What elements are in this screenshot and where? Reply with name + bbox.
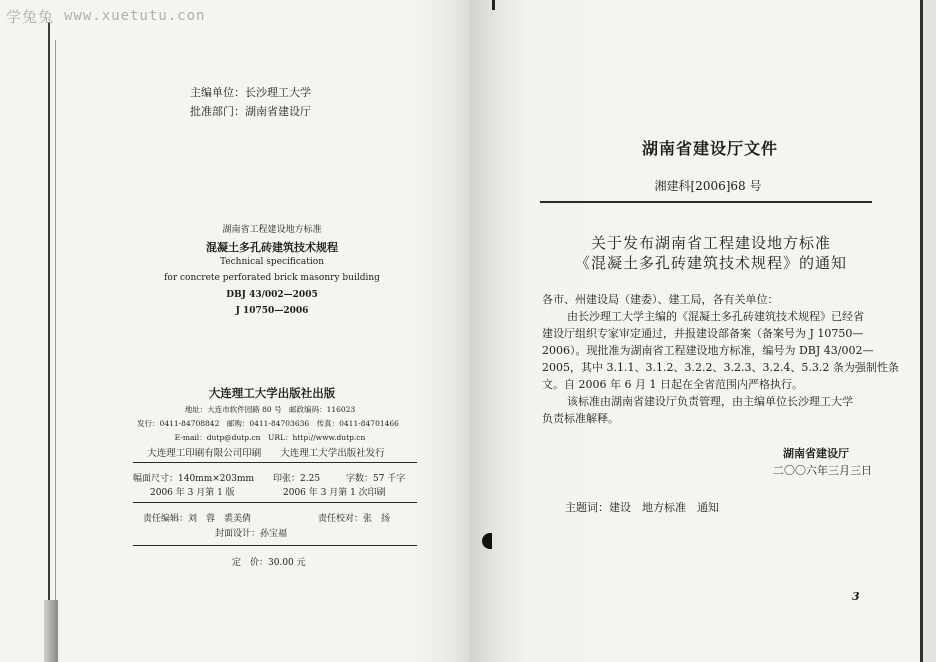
doc-number: 湘建科[2006]68 号 — [654, 179, 762, 193]
responsible-editor: 责任编辑：刘 蓉 裘美倩 — [143, 514, 252, 524]
publisher-web: E-mail：dutp@dutp.cn URL：http://www.dutp.cn — [174, 433, 366, 442]
scan-edge-right-margin — [923, 0, 936, 662]
format-size: 幅面尺寸：140mm×203mm — [133, 474, 255, 484]
word-count: 字数：57 千字 — [346, 474, 406, 484]
standard-title-en-1: Technical specification — [219, 257, 325, 267]
header-rule — [540, 201, 872, 203]
publisher-address: 地址：大连市软件园路 80 号 邮政编码：116023 — [184, 405, 356, 414]
body-line-1: 由长沙理工大学主编的《混凝土多孔砖建筑技术规程》已经省 — [567, 310, 864, 323]
publisher: 大连理工大学出版社出版 — [208, 386, 336, 400]
divider-2 — [133, 502, 417, 503]
binding-hole — [482, 533, 492, 549]
printing: 2006 年 3 月第 1 次印刷 — [283, 488, 386, 498]
body-line-5: 文。自 2006 年 6 月 1 日起在全省范围内严格执行。 — [542, 378, 803, 391]
keywords: 主题词：建设 地方标准 通知 — [565, 501, 719, 514]
standard-title-en-2: for concrete perforated brick masonry building — [164, 273, 380, 283]
scan-edge-left-bottom — [44, 600, 58, 662]
watermark-url: www.xuetutu.con — [64, 8, 206, 24]
page-number: 3 — [852, 590, 860, 603]
right-page — [470, 0, 936, 662]
watermark-brand: 学兔兔 — [6, 8, 55, 26]
divider-1 — [133, 462, 417, 463]
body-line-2: 建设厅组织专家审定通过，并报建设部备案（备案号为 J 10750— — [542, 327, 864, 340]
body-line-6: 该标准由湖南省建设厅负责管理，由主编单位长沙理工大学 — [567, 395, 853, 408]
divider-3 — [133, 545, 417, 546]
signatory: 湖南省建设厅 — [783, 447, 849, 460]
standard-code-dbj: DBJ 43/002—2005 — [226, 290, 318, 300]
sheets: 印张：2.25 — [273, 474, 321, 484]
publisher-phones: 发行：0411-84708842 邮购：0411-84703636 传真：0411-84701466 — [137, 419, 399, 428]
issue-date: 二〇〇六年三月三日 — [773, 464, 872, 477]
salutation: 各市、州建设局（建委）、建工局，各有关单位： — [542, 293, 779, 306]
cover-design: 封面设计：孙宝福 — [215, 529, 288, 539]
price: 定 价：30.00 元 — [232, 558, 306, 568]
printer-distributor: 大连理工印刷有限公司印刷 大连理工大学出版社发行 — [147, 448, 385, 459]
body-line-7: 负责标准解释。 — [542, 412, 619, 425]
standard-code-j: J 10750—2006 — [235, 306, 309, 316]
standard-series: 湖南省工程建设地方标准 — [222, 225, 322, 235]
notice-title-line1: 关于发布湖南省工程建设地方标准 — [590, 234, 832, 252]
approval-dept: 批准部门：湖南省建设厅 — [190, 105, 311, 118]
standard-title-cn: 混凝土多孔砖建筑技术规程 — [206, 241, 338, 254]
body-line-3: 2006）。现批准为湖南省工程建设地方标准，编号为 DBJ 43/002— — [542, 344, 874, 357]
edition: 2006 年 3 月第 1 版 — [150, 488, 235, 498]
body-line-4: 2005，其中 3.1.1、3.1.2、3.2.2、3.2.3、3.2.4、5.3.2 条为强制性条 — [542, 361, 899, 374]
gutter-top-mark — [492, 0, 495, 10]
scan-edge-left-line — [48, 22, 50, 662]
scan-edge-left-shadow — [55, 40, 56, 662]
doc-header: 湖南省建设厅文件 — [641, 139, 779, 158]
notice-title-line2: 《混凝土多孔砖建筑技术规程》的通知 — [574, 254, 848, 272]
editor-unit: 主编单位：长沙理工大学 — [190, 86, 311, 99]
proofreader: 责任校对：张 扬 — [318, 514, 391, 524]
